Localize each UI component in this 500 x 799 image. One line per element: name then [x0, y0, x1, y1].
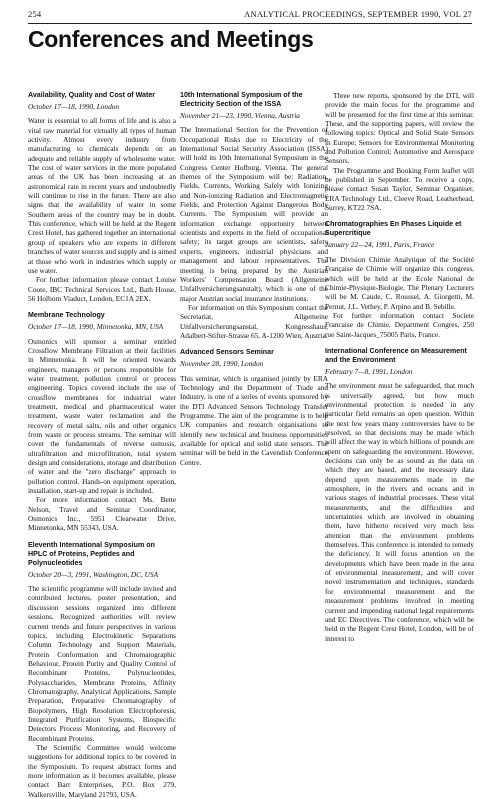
meeting-paragraph: Three new reports, sponsored by the DTI, will provide the main focus for the programme and will be presented for the first time at this seminar. These, and the supporting papers, will review the following topics: Optical and Solid State Sensors in Europe; Sensors for Environmental Monitoring and Pollution Control; Automotive and Aerospace Sensors.: [325, 91, 474, 166]
meeting-heading: 10th International Symposium of the Electricity Section of the ISSA: [180, 91, 303, 108]
meeting-date: February 7—8, 1991, London: [325, 366, 413, 376]
running-header: [28, 9, 472, 23]
column-2: [180, 91, 328, 467]
meeting-date: October 17—18, 1990, London: [28, 102, 120, 111]
meeting-date: November 28, 1990, London: [180, 359, 264, 369]
meeting-paragraph: The scientific programme will include invited and contributed lectures, poster presentation, and discussion sessions organized into different sessions. Recognized authorities will review current trends and future perspectives in various topics, including Electrokinetic Separations Column Technology and Support Materials, Protein Conformation and Chromatographic Behaviour, Protein Purity and Quality Control of Recombinant Proteins, Polynucleotides, Polysaccharides, Membrane Proteins, Affinity Chromatography, Analytical Applications, Sample Preparation, Preparative Chromatography of Biopolymers, High Resolution Electrophoresis, Integrated Purification Systems, Biospecific Detectors Process Monitoring, and Recovery of Recombinant Proteins.: [28, 584, 176, 743]
meeting-heading: Membrane Technology: [28, 311, 105, 320]
meeting-paragraph: Water is essential to all forms of life and is also a vital raw material for virtually all types of human activity. Almost every industry from manufacturing to chemicals depends on an adequate and reliable supply of wholesome water. The cost of water services in the more populated areas of the UK has been increasing at an astronomical rate in recent years and undoubtedly will continue to rise in the future. There are also signs that the availability of water in some Southern areas of the country may be in doubt. This conference, which will be held at the Regent Crest Hotel, has gathered together an international group of speakers who are experts in different branches of water sources and supply and is aimed at those who work in industries which supply or use water.: [28, 116, 176, 275]
meeting-measurement: [325, 347, 474, 643]
meeting-heading: Advanced Sensors Seminar: [180, 348, 274, 357]
meeting-paragraph: For further information please contact Louise Coote, IBC Technical Services Ltd., Bath House, 56 Holborn Viaduct, London, EC1A 2EX.: [28, 275, 176, 303]
meeting-heading: Availability, Quality and Cost of Water: [28, 91, 156, 99]
meeting-paragraph: The Programme and Booking Form leaflet will be published in September. To receive a copy, please contact Susan Taylor, Seminar Organiser, ERA Technology Ltd., Cleeve Road, Leatherhead, Surrey, KT22 7SA.: [325, 165, 474, 213]
meeting-date: January 22—24, 1991, Paris, France: [325, 240, 435, 250]
meeting-paragraph: This seminar, which is organised jointly by ERA Technology and the Department of Trade and Industry, is one of a series of events sponsored by the DTI Advanced Sensors Technology Transfer Programme. The aim of the programme is to help UK companies and research organisations to identify new technical and business opportunities available for optical and solid state sensors. The seminar will be held in the Cavendish Conference Centre.: [180, 373, 328, 467]
meeting-heading: Chromatographies En Phases Liquide et Supercritique: [325, 220, 462, 238]
meeting-sensors: [180, 348, 328, 467]
meeting-chromatographies: [325, 220, 474, 338]
meeting-paragraph: For further information contact Societe Francaise de Chimie, Department Congres, 250 rue Saint-Jacques_75005 Paris, France.: [325, 310, 474, 339]
meeting-issa: [180, 91, 328, 340]
header-rule: [28, 23, 472, 24]
column-1: [28, 91, 176, 799]
meeting-paragraph: The International Section for the Prevention of Occupational Risks due to Electricity of the International Social Security Association (ISSA) will hold its 10th International Symposium in the Congress Center Hofburg, Vienna. The general themes of the Symposium will be: Radiation, Fields, Currents, Working Safely with Ionizing and Non-ionizing Radiation and Electromagnetic Fields, and Protection Against Dangerous Body Currents. The Symposium will provide an information exchange opportunity between scientists and experts in the field of occupational safety; its target groups are scientists, safety experts, engineers, industrial physicians and management and labour representatives. The meeting is being prepared by the Austrian Workers' Compensation Board (Allgemeine Unfallversicherungsanstalt), which is one of the major Austrian social insurance institutions.: [180, 125, 328, 303]
meeting-paragraph: The Division Chimie Analytique of the Société Française de Chimie will organize this congress, which will be held at the Ecole National de Chimie-Physique-Biologie. The Plenary Lecturers will be M. Caude, C. Roussel, A. Giorgetti, M. Pernut, J.L. Vethey, P. Arpino and B. Sebille.: [325, 254, 474, 311]
running-head: ANALYTICAL PROCEEDINGS, SEPTEMBER 1990, VOL 27: [244, 9, 472, 19]
meeting-paragraph: For more information contact Ms. Bette Nelson, Travel and Seminar Coordinator, Osmonics Inc., 5951 Clearwater Drive, Minnetonka, MN 55343, USA.: [28, 495, 176, 533]
meeting-heading: Eleventh International Symposium on HPLC of Proteins, Peptides and Polynucleotides: [28, 540, 155, 567]
meeting-sensors-continued: [325, 91, 474, 212]
meeting-paragraph: The environment must be safeguarded, that much is universally agreed, but how much environmental protection is needed in any particular field remains an open question. Within the next few years many controversies have to be resolved, so that decisions may be made which will affect the way in which billions of pounds are spent on safeguarding the environment. However, decisions can only be as sound as the data on which they are based, and the necessary data depend upon measurements made in the atmosphere, in the rivers and oceans and in various stages of industrial processes. These vital measurements, and the difficulties and uncertainties which are involved in obtaining them, have hitherto received very much less attention than the environment problems themselves. This conference is intended to remedy the deficiency. It will focus attention on the developments which have been made in the area of environmental measurement, and will cover novel instrumentation and techniques, standards for environmental measurement and the measurement problems involved in meeting current and impending national legal requirements and EC Directives. The conference, which will be held in the Regent Crest Hotel, London, will be of interest to: [325, 381, 474, 643]
meeting-heading: International Conference on Measurement and the Environment: [325, 346, 467, 364]
meeting-membrane: [28, 311, 176, 533]
meeting-date: November 21—23, 1990, Vienna, Austria: [180, 111, 300, 120]
page-number: 254: [28, 9, 42, 19]
meeting-hplc: [28, 541, 176, 799]
meeting-date: October 20—3, 1991, Washington, DC, USA: [28, 569, 159, 579]
meeting-paragraph: The Scientific Committee would welcome suggestions for additional topics to be covered in the Symposium. To request abstract forms and more information as it becomes available, please contact Barr Enterprises, P.O. Box 279, Walkersville, Maryland 21793, USA.: [28, 742, 176, 799]
meeting-paragraph: Osmonics will sponsor a seminar entitled Crossflow Membrane Filtration at their facilities in Minnetonka. It will be oriented towards engineers, managers or persons responsible for water treatment, pollution control or process engineering. Topics covered include the use of crossflow membranes for industrial water treatment, medical and pharmaceutical water treatment, waste water reclamation and the recovery of metal salts, oils and other organics from waste or process streams. The seminar will cover the fundamentals of reverse osmosis, ultrafiltration and microfiltration, total system design and considerations, storage and distribution of water and the "zero discharge" approach to pollution control. Hands-on equipment operation, installation, start-up and repair is included.: [28, 336, 176, 496]
meeting-date: October 17—18, 1990, Minnetonka, MN, USA: [28, 322, 164, 332]
meeting-water: [28, 91, 176, 303]
meeting-paragraph: For information on this Symposium contact the Secretariat, Allgemeine Unfallversicherungsanstal, Kongresshaus, Adalbert-Stifter-Strasse 65, A-1200 Wien, Austria.: [180, 302, 328, 340]
page-title: Conferences and Meetings: [28, 26, 314, 52]
column-3: [325, 91, 474, 643]
